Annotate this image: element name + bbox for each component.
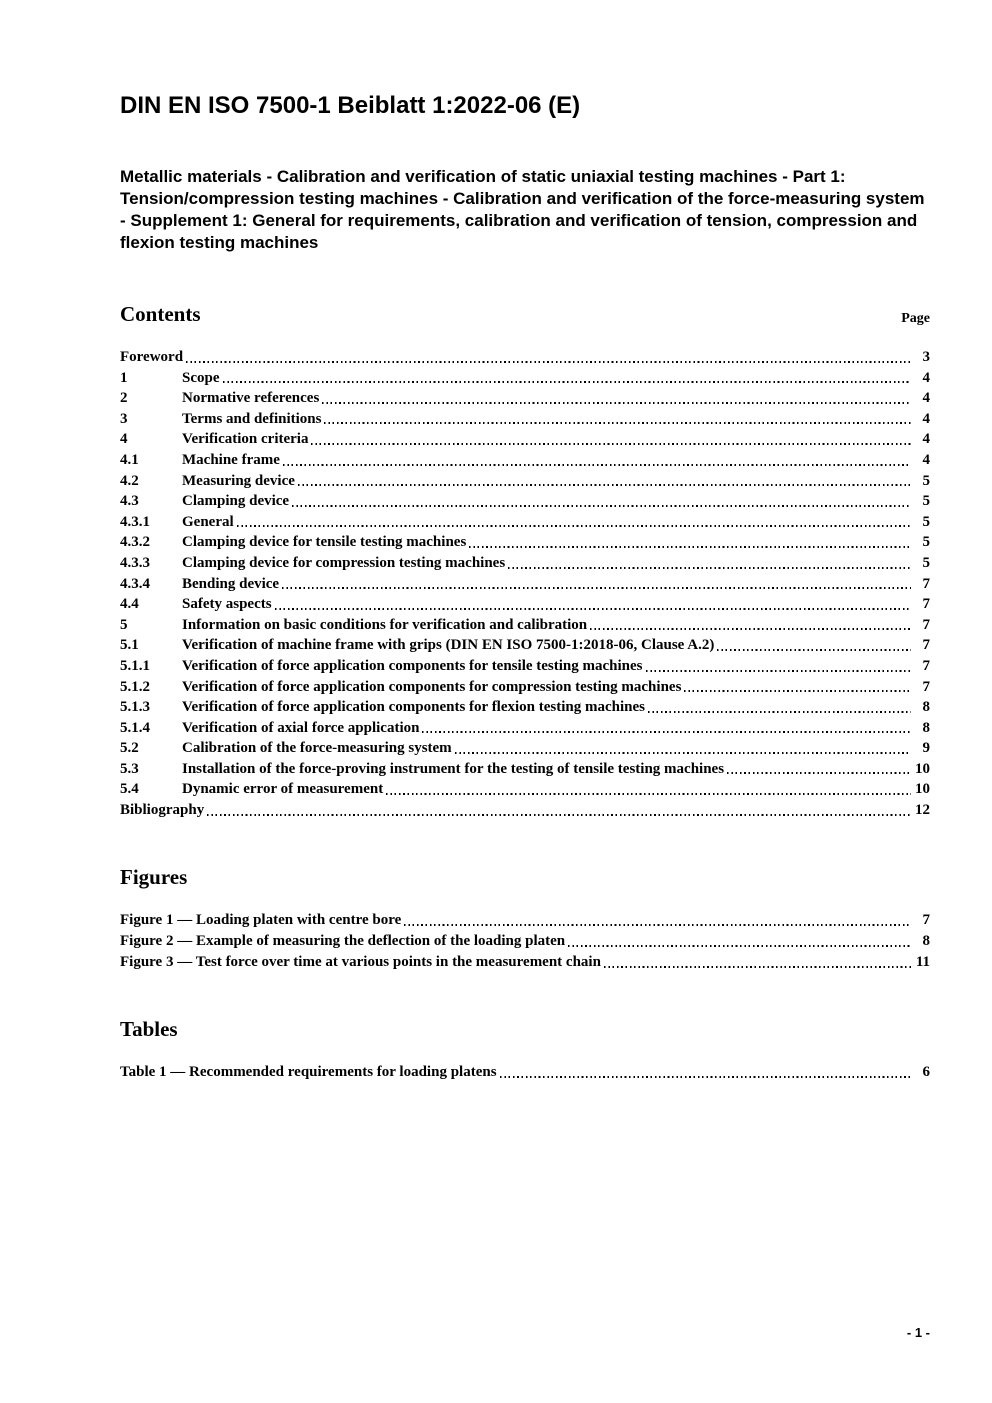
toc-entry-title: Foreword xyxy=(120,349,184,365)
toc-entry xyxy=(120,952,930,973)
toc-entry-number: 5.1.2 xyxy=(120,678,150,695)
leader-dots xyxy=(455,752,911,754)
toc-entry-number: 5.1.4 xyxy=(120,719,150,736)
toc-entry-page: 6 xyxy=(922,1063,930,1080)
toc-entry-page: 12 xyxy=(915,802,930,819)
toc-entry-number: 5.1.1 xyxy=(120,657,150,674)
toc-entry xyxy=(120,931,930,952)
leader-dots xyxy=(311,443,911,445)
toc-entry-number: 4 xyxy=(120,431,128,448)
toc-entry xyxy=(120,910,930,931)
leader-dots xyxy=(422,731,911,733)
toc-entry-number: 5.1 xyxy=(120,637,139,654)
toc-entry xyxy=(120,532,930,553)
leader-dots xyxy=(237,525,911,527)
leader-dots xyxy=(500,1076,911,1078)
leader-dots xyxy=(508,567,911,569)
toc-entry-title: Terms and definitions xyxy=(182,410,322,427)
leader-dots xyxy=(684,690,911,692)
toc-entry-title: Machine frame xyxy=(182,451,280,468)
toc-entry-title: Verification of force application components for flexion testing machines xyxy=(182,699,646,716)
toc-entry-title: Scope xyxy=(182,369,220,386)
toc-entry xyxy=(120,759,930,780)
toc-entry-title: Measuring device xyxy=(182,472,295,489)
toc-entry-number: 4.3.4 xyxy=(120,575,150,592)
leader-dots xyxy=(404,924,911,926)
toc-entry-page: 7 xyxy=(922,616,930,633)
toc-entry-title: Safety aspects xyxy=(182,596,272,613)
toc-entry-page: 4 xyxy=(922,369,930,386)
toc-entry-title: Clamping device xyxy=(182,493,290,510)
toc-entry-number: 3 xyxy=(120,410,128,427)
toc-entry xyxy=(120,429,930,450)
leader-dots xyxy=(223,381,912,383)
page-column-label: Page xyxy=(901,311,930,326)
toc-entry-page: 7 xyxy=(922,657,930,674)
figures-heading: Figures xyxy=(120,864,188,889)
toc-entry-number: 5.1.3 xyxy=(120,699,150,716)
toc-entry xyxy=(120,677,930,698)
toc-entry-title: Figure 3 — Test force over time at various points in the measurement chain xyxy=(120,953,601,970)
leader-dots xyxy=(386,793,911,795)
toc-entry-page: 5 xyxy=(922,534,930,551)
toc-entry-number: 5.3 xyxy=(120,760,139,777)
toc-entry-page: 5 xyxy=(922,513,930,530)
toc-entry-title: Verification of force application components for tensile testing machines xyxy=(182,657,643,674)
contents-header-row xyxy=(120,302,930,327)
leader-dots xyxy=(646,670,911,672)
leader-dots xyxy=(207,814,911,816)
leader-dots xyxy=(186,361,911,363)
toc-entry-title: Figure 1 — Loading platen with centre bore xyxy=(120,911,402,928)
leader-dots xyxy=(648,711,911,713)
toc-entry xyxy=(120,471,930,492)
toc-entry xyxy=(120,615,930,636)
toc-entry-title: Normative references xyxy=(182,390,320,407)
leader-dots xyxy=(298,484,911,486)
toc-entry xyxy=(120,368,930,389)
toc-entry xyxy=(120,800,930,821)
toc-entry-page: 9 xyxy=(922,740,930,757)
leader-dots xyxy=(322,402,911,404)
toc-entry-title: Clamping device for compression testing machines xyxy=(182,554,506,571)
toc-entry-number: 4.2 xyxy=(120,472,139,489)
leader-dots xyxy=(717,649,911,651)
toc-entry-page: 7 xyxy=(922,575,930,592)
contents-heading: Contents xyxy=(120,302,201,326)
toc-entry-title: Information on basic conditions for verification and calibration xyxy=(182,616,588,633)
page-number-footer: - 1 - xyxy=(906,1325,930,1340)
leader-dots xyxy=(604,966,911,968)
toc-entry-title: Dynamic error of measurement xyxy=(182,781,384,798)
toc-entry xyxy=(120,718,930,739)
toc-entry-title: Verification of machine frame with grips (DIN EN ISO 7500-1:2018-06, Clause A.2) xyxy=(182,637,715,654)
toc-entry xyxy=(120,512,930,533)
leader-dots xyxy=(469,546,911,548)
toc-entry-page: 7 xyxy=(922,678,930,695)
toc-entry-page: 8 xyxy=(922,719,930,736)
tables-list xyxy=(120,1062,930,1083)
toc-entry xyxy=(120,491,930,512)
toc-entry xyxy=(120,450,930,471)
toc-entry-page: 4 xyxy=(922,451,930,468)
toc-entry-title: Verification of axial force application xyxy=(182,719,420,736)
toc-entry-page: 10 xyxy=(915,760,930,777)
toc-entry-page: 7 xyxy=(922,911,930,928)
toc-entry-title: Figure 2 — Example of measuring the deflection of the loading platen xyxy=(120,932,566,949)
leader-dots xyxy=(590,628,911,630)
toc-entry xyxy=(120,347,930,368)
toc-entry-title: Clamping device for tensile testing machines xyxy=(182,534,467,551)
toc-entry-title: General xyxy=(182,513,234,530)
toc-entry-number: 4.1 xyxy=(120,451,139,468)
leader-dots xyxy=(283,464,911,466)
leader-dots xyxy=(292,505,911,507)
toc-entry-page: 8 xyxy=(922,932,930,949)
leader-dots xyxy=(727,772,911,774)
toc-entry xyxy=(120,1062,930,1083)
toc-entry xyxy=(120,388,930,409)
leader-dots xyxy=(568,945,911,947)
toc-entry-page: 5 xyxy=(922,493,930,510)
toc-entry-page: 8 xyxy=(922,699,930,716)
toc-entry-number: 2 xyxy=(120,390,128,407)
toc-entry-number: 5 xyxy=(120,616,128,633)
toc-entry xyxy=(120,553,930,574)
toc-entry xyxy=(120,635,930,656)
toc-entry-page: 11 xyxy=(915,953,930,970)
toc-entry-page: 7 xyxy=(922,596,930,613)
toc-entry-page: 5 xyxy=(922,472,930,489)
toc-entry-number: 5.4 xyxy=(120,781,139,798)
toc-entry-title: Calibration of the force-measuring system xyxy=(182,740,452,757)
toc-entry xyxy=(120,409,930,430)
leader-dots xyxy=(275,608,911,610)
toc-entry xyxy=(120,738,930,759)
toc-entry-title: Verification criteria xyxy=(182,431,309,448)
toc-entry-page: 3 xyxy=(922,349,930,365)
leader-dots xyxy=(282,587,911,589)
toc-entry-page: 5 xyxy=(922,554,930,571)
table-of-contents-list xyxy=(120,347,930,821)
toc-entry xyxy=(120,656,930,677)
toc-entry xyxy=(120,574,930,595)
toc-entry-title: Verification of force application components for compression testing machines xyxy=(182,678,682,695)
toc-entry-number: 4.4 xyxy=(120,596,139,613)
tables-heading: Tables xyxy=(120,1016,178,1041)
toc-entry-number: 4.3 xyxy=(120,493,139,510)
toc-entry-number: 4.3.1 xyxy=(120,513,150,530)
toc-entry-title: Installation of the force-proving instrument for the testing of tensile testing machines xyxy=(182,760,725,777)
toc-entry-page: 4 xyxy=(922,410,930,427)
figures-list xyxy=(120,910,930,973)
leader-dots xyxy=(324,422,911,424)
document-id-title: DIN EN ISO 7500-1 Beiblatt 1:2022-06 (E) xyxy=(120,92,581,119)
toc-entry xyxy=(120,697,930,718)
toc-entry xyxy=(120,779,930,800)
toc-entry-number: 4.3.3 xyxy=(120,554,150,571)
toc-entry-page: 4 xyxy=(922,390,930,407)
toc-entry-number: 5.2 xyxy=(120,740,139,757)
toc-entry-title: Table 1 — Recommended requirements for loading platens xyxy=(120,1063,497,1080)
toc-entry xyxy=(120,594,930,615)
toc-entry-number: 1 xyxy=(120,369,128,386)
document-title: Metallic materials - Calibration and verification of static uniaxial testing machines - Part 1: Tension/compression testing machines - Calibration and verification of the force-measuring system - Supplement 1: General for requirements, calibration and verification of tension, compression and flexion testing machines xyxy=(120,167,925,252)
toc-entry-page: 10 xyxy=(915,781,930,798)
toc-entry-page: 4 xyxy=(922,431,930,448)
toc-entry-title: Bibliography xyxy=(120,802,205,819)
toc-entry-number: 4.3.2 xyxy=(120,534,150,551)
toc-entry-page: 7 xyxy=(922,637,930,654)
toc-entry-title: Bending device xyxy=(182,575,280,592)
